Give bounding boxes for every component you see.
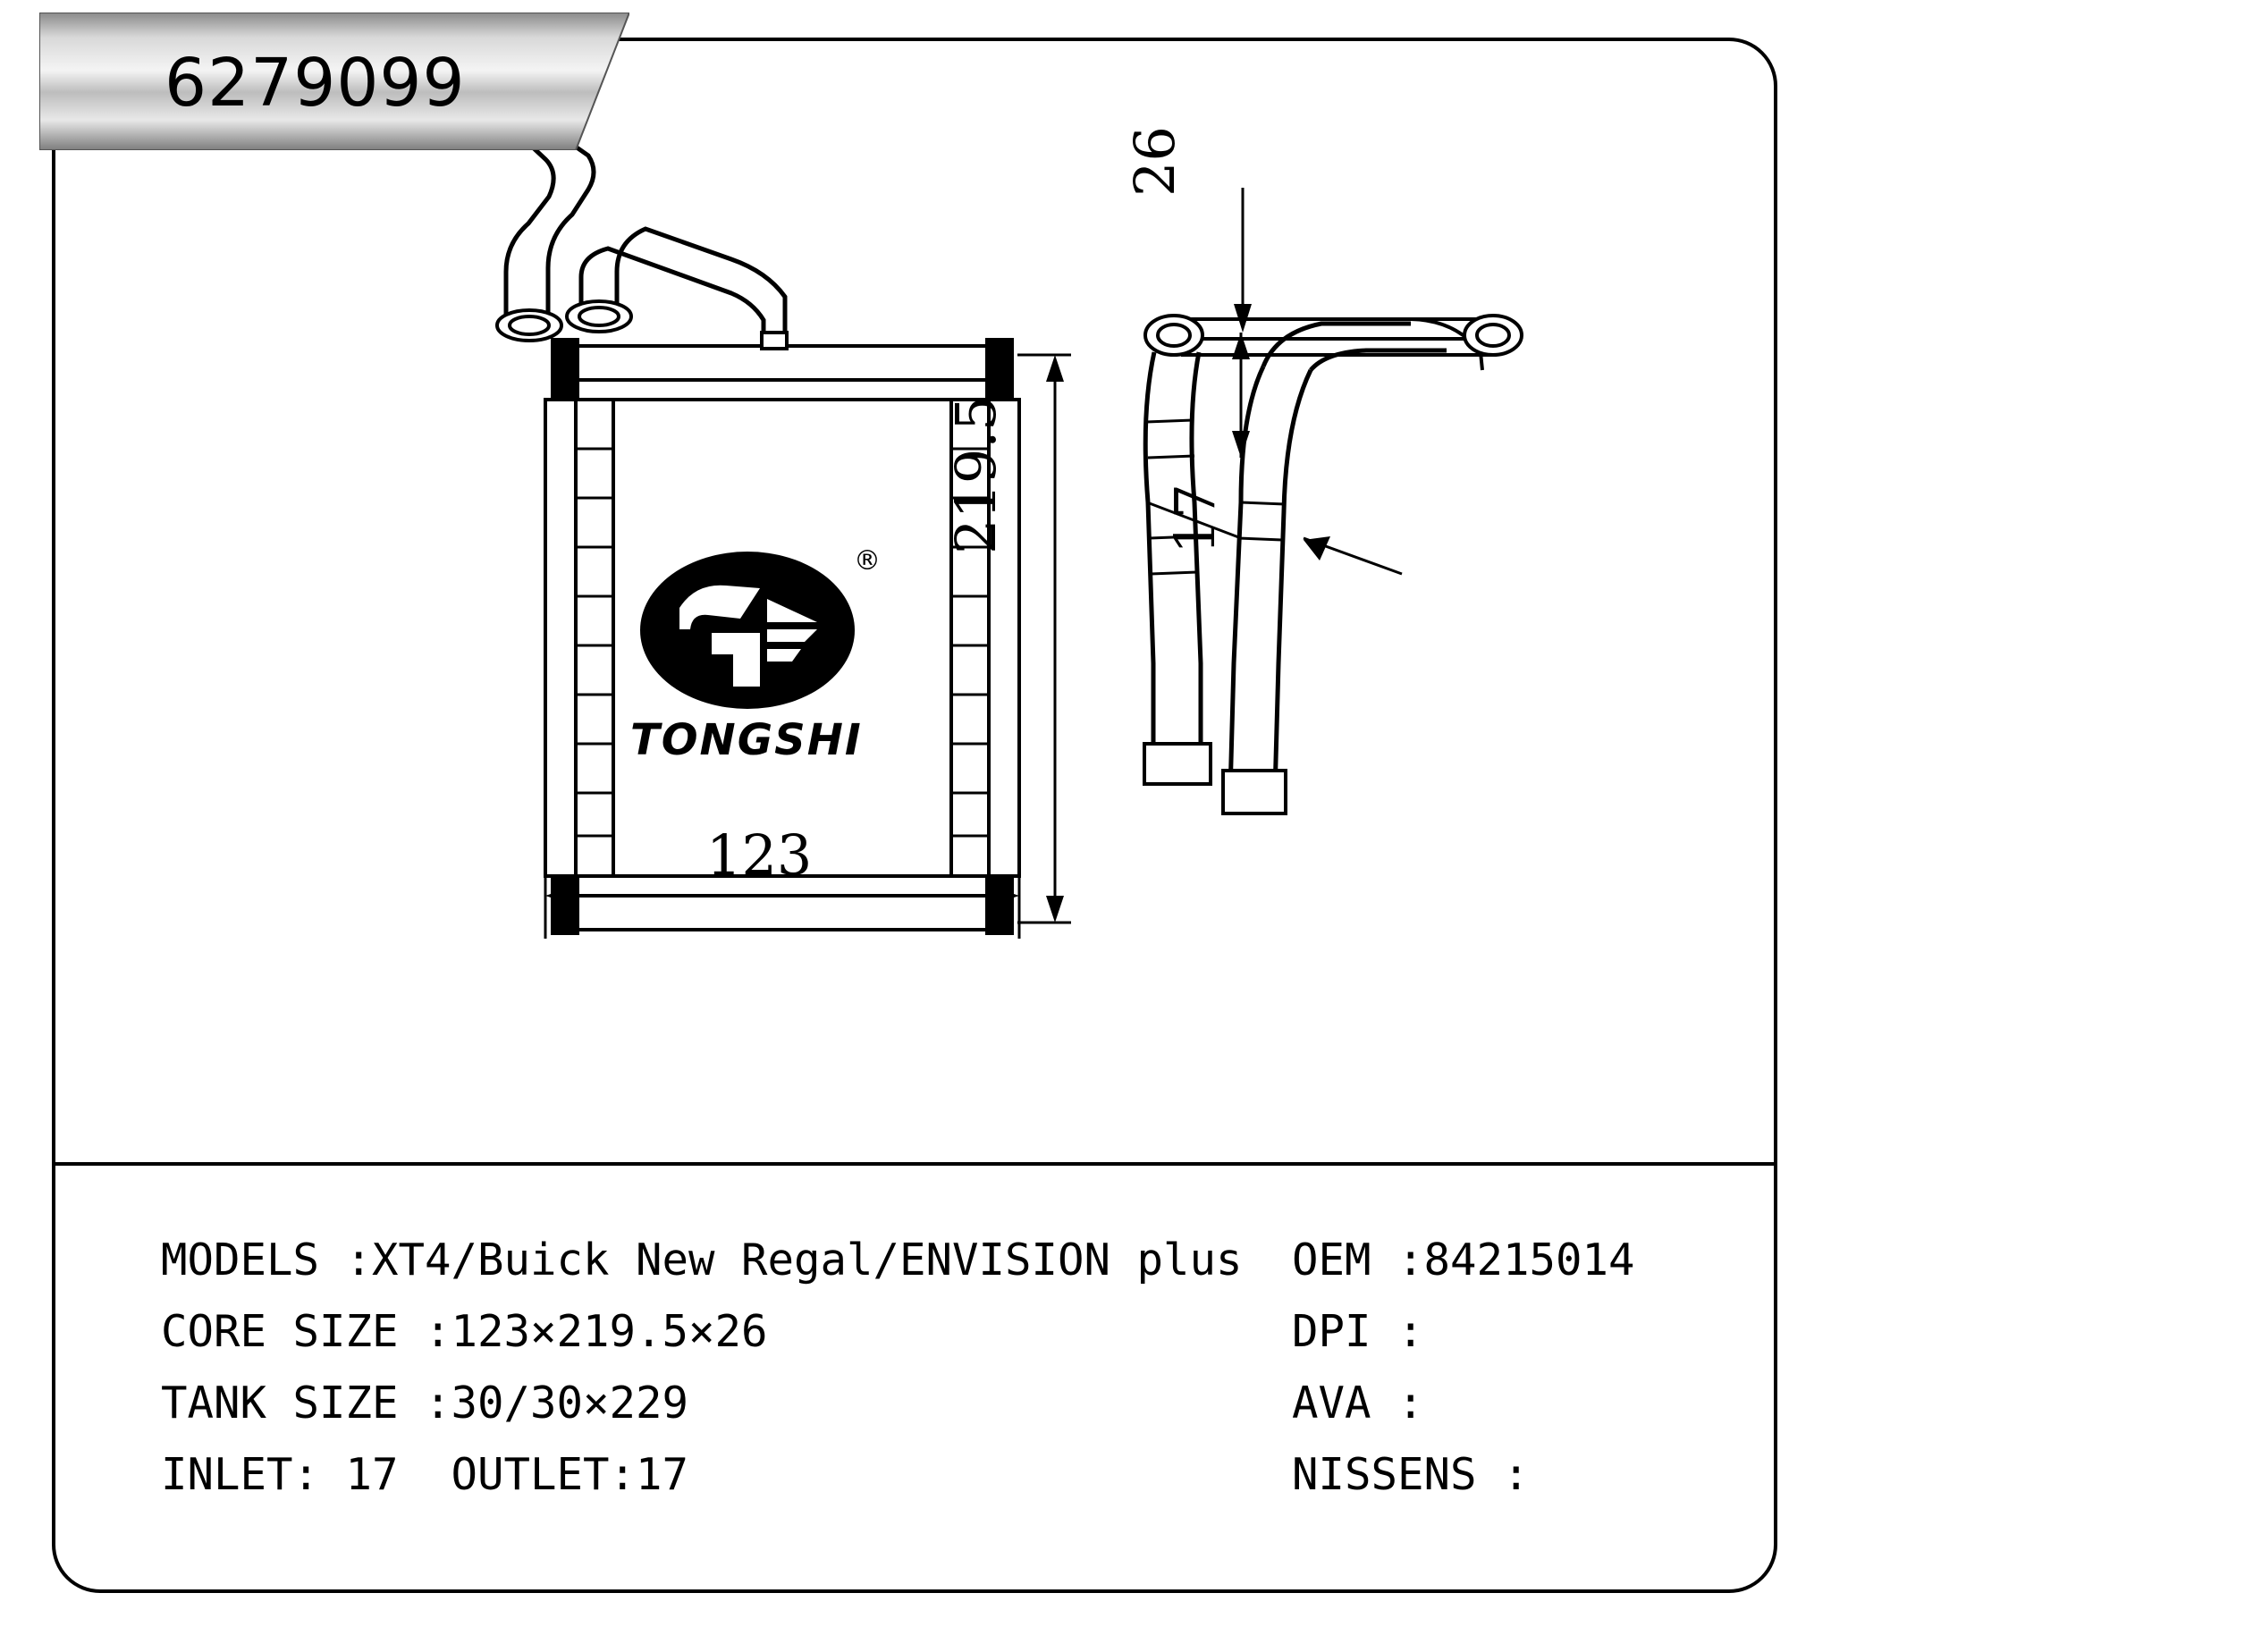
part-number-banner xyxy=(39,13,629,150)
oem-label: OEM : xyxy=(1292,1235,1424,1285)
dimension-height-label: 219.5 xyxy=(943,395,1008,554)
registered-trademark-icon: ® xyxy=(854,545,881,577)
nissens-label: NISSENS : xyxy=(1292,1449,1530,1500)
tank-size-value: 30/30×229 xyxy=(451,1378,689,1429)
part-number: 6279099 xyxy=(165,45,466,122)
nissens-field xyxy=(1292,1439,1530,1511)
specification-block xyxy=(161,1225,1770,1511)
core-size-field xyxy=(161,1296,1292,1368)
core-size-label: CORE SIZE : xyxy=(161,1306,451,1357)
dpi-field xyxy=(1292,1296,1424,1368)
technical-drawing xyxy=(52,38,1777,1164)
ava-label: AVA : xyxy=(1292,1378,1424,1429)
dpi-label: DPI : xyxy=(1292,1306,1424,1357)
models-field xyxy=(161,1225,1292,1296)
oem-value: 84215014 xyxy=(1423,1235,1635,1285)
tank-size-label: TANK SIZE : xyxy=(161,1378,451,1429)
models-label: MODELS : xyxy=(161,1235,373,1285)
tank-size-field xyxy=(161,1368,1292,1439)
spec-row-core-size xyxy=(161,1296,1770,1368)
spec-row-tank-size xyxy=(161,1368,1770,1439)
models-value: XT4/Buick New Regal/ENVISION plus xyxy=(372,1235,1243,1285)
dimension-pipe-label: 17 xyxy=(1162,484,1228,554)
spec-row-inlet-outlet xyxy=(161,1439,1770,1511)
inlet-outlet-field: INLET: 17 OUTLET:17 xyxy=(161,1449,689,1500)
dimension-depth-label: 26 xyxy=(1122,126,1187,197)
spec-row-models xyxy=(161,1225,1770,1296)
ava-field xyxy=(1292,1368,1424,1439)
brand-name: TONGSHI xyxy=(630,715,863,765)
dimension-width-label: 123 xyxy=(706,822,813,888)
core-size-value: 123×219.5×26 xyxy=(451,1306,768,1357)
oem-field xyxy=(1292,1225,1635,1296)
